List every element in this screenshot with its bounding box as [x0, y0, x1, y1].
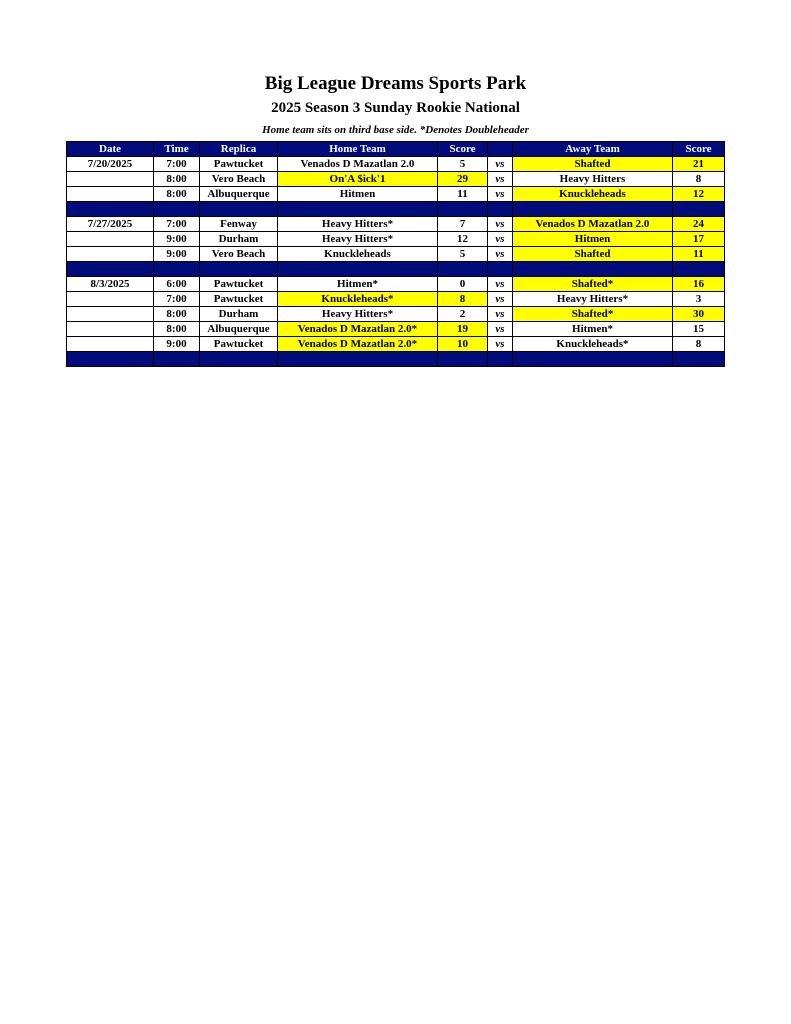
away-team: Heavy Hitters — [513, 172, 673, 187]
home-team: On'A $ick'1 — [278, 172, 438, 187]
game-replica: Vero Beach — [200, 247, 278, 262]
home-team: Venados D Mazatlan 2.0* — [278, 322, 438, 337]
home-team: Heavy Hitters* — [278, 217, 438, 232]
vs-label: vs — [488, 187, 513, 202]
away-team: Shafted* — [513, 277, 673, 292]
separator-cell — [154, 352, 200, 367]
game-replica: Pawtucket — [200, 157, 278, 172]
home-score: 11 — [438, 187, 488, 202]
away-team: Shafted — [513, 247, 673, 262]
vs-label: vs — [488, 247, 513, 262]
col-header-date: Date — [67, 142, 154, 157]
table-row — [67, 247, 725, 262]
home-score: 0 — [438, 277, 488, 292]
game-time: 8:00 — [154, 322, 200, 337]
table-row — [67, 307, 725, 322]
col-header-home-score: Score — [438, 142, 488, 157]
game-replica: Pawtucket — [200, 337, 278, 352]
separator-cell — [438, 202, 488, 217]
table-row — [67, 172, 725, 187]
vs-label: vs — [488, 217, 513, 232]
game-time: 7:00 — [154, 157, 200, 172]
away-score: 24 — [673, 217, 725, 232]
separator-cell — [488, 262, 513, 277]
game-date: 7/27/2025 — [67, 217, 154, 232]
game-date — [67, 247, 154, 262]
separator-cell — [673, 202, 725, 217]
separator-cell — [438, 262, 488, 277]
home-score: 7 — [438, 217, 488, 232]
separator-cell — [513, 202, 673, 217]
table-row — [67, 217, 725, 232]
home-team: Hitmen* — [278, 277, 438, 292]
schedule-body — [67, 157, 725, 367]
table-row — [67, 277, 725, 292]
game-time: 7:00 — [154, 292, 200, 307]
home-team: Knuckleheads — [278, 247, 438, 262]
away-team: Hitmen — [513, 232, 673, 247]
page-title: Big League Dreams Sports Park — [264, 73, 527, 94]
game-date: 7/20/2025 — [67, 157, 154, 172]
header-row — [67, 142, 725, 157]
away-score: 15 — [673, 322, 725, 337]
game-time: 8:00 — [154, 307, 200, 322]
game-replica: Durham — [200, 307, 278, 322]
col-header-home-team: Home Team — [278, 142, 438, 157]
vs-label: vs — [488, 157, 513, 172]
game-replica: Fenway — [200, 217, 278, 232]
away-team: Knuckleheads* — [513, 337, 673, 352]
game-date — [67, 292, 154, 307]
game-date — [67, 337, 154, 352]
game-replica: Pawtucket — [200, 292, 278, 307]
away-score: 30 — [673, 307, 725, 322]
away-score: 11 — [673, 247, 725, 262]
separator-cell — [154, 202, 200, 217]
away-score: 21 — [673, 157, 725, 172]
away-team: Shafted — [513, 157, 673, 172]
separator-cell — [278, 262, 438, 277]
away-team: Shafted* — [513, 307, 673, 322]
separator-cell — [513, 352, 673, 367]
col-header-replica: Replica — [200, 142, 278, 157]
game-date — [67, 172, 154, 187]
vs-label: vs — [488, 337, 513, 352]
game-date — [67, 187, 154, 202]
home-team: Heavy Hitters* — [278, 232, 438, 247]
game-replica: Pawtucket — [200, 277, 278, 292]
vs-label: vs — [488, 232, 513, 247]
vs-label: vs — [488, 277, 513, 292]
separator-cell — [154, 262, 200, 277]
separator-cell — [488, 352, 513, 367]
game-date: 8/3/2025 — [67, 277, 154, 292]
separator-cell — [67, 262, 154, 277]
home-score: 10 — [438, 337, 488, 352]
separator-cell — [488, 202, 513, 217]
col-header-away-team: Away Team — [513, 142, 673, 157]
week-separator-row — [67, 262, 725, 277]
separator-cell — [67, 202, 154, 217]
home-score: 5 — [438, 247, 488, 262]
game-replica: Albuquerque — [200, 322, 278, 337]
home-score: 5 — [438, 157, 488, 172]
schedule-table — [66, 141, 725, 367]
table-row — [67, 187, 725, 202]
col-header-away-score: Score — [673, 142, 725, 157]
separator-cell — [200, 262, 278, 277]
away-score: 17 — [673, 232, 725, 247]
game-time: 8:00 — [154, 187, 200, 202]
game-replica: Albuquerque — [200, 187, 278, 202]
game-date — [67, 322, 154, 337]
vs-label: vs — [488, 307, 513, 322]
game-time: 6:00 — [154, 277, 200, 292]
vs-label: vs — [488, 322, 513, 337]
separator-cell — [278, 352, 438, 367]
game-replica: Vero Beach — [200, 172, 278, 187]
game-date — [67, 307, 154, 322]
home-team: Knuckleheads* — [278, 292, 438, 307]
home-team: Venados D Mazatlan 2.0* — [278, 337, 438, 352]
separator-cell — [200, 352, 278, 367]
away-team: Knuckleheads — [513, 187, 673, 202]
table-row — [67, 157, 725, 172]
page-subtitle: 2025 Season 3 Sunday Rookie National — [271, 100, 520, 116]
away-score: 3 — [673, 292, 725, 307]
col-header-vs — [488, 142, 513, 157]
separator-cell — [67, 352, 154, 367]
away-score: 8 — [673, 172, 725, 187]
separator-cell — [673, 352, 725, 367]
home-score: 2 — [438, 307, 488, 322]
away-team: Heavy Hitters* — [513, 292, 673, 307]
home-team: Heavy Hitters* — [278, 307, 438, 322]
home-score: 12 — [438, 232, 488, 247]
table-row — [67, 232, 725, 247]
separator-cell — [278, 202, 438, 217]
game-date — [67, 232, 154, 247]
week-separator-row — [67, 202, 725, 217]
separator-cell — [513, 262, 673, 277]
table-row — [67, 322, 725, 337]
table-row — [67, 337, 725, 352]
game-time: 8:00 — [154, 172, 200, 187]
week-separator-row — [67, 352, 725, 367]
home-team: Hitmen — [278, 187, 438, 202]
away-team: Venados D Mazatlan 2.0 — [513, 217, 673, 232]
separator-cell — [673, 262, 725, 277]
home-score: 8 — [438, 292, 488, 307]
away-team: Hitmen* — [513, 322, 673, 337]
home-score: 19 — [438, 322, 488, 337]
away-score: 8 — [673, 337, 725, 352]
game-time: 9:00 — [154, 247, 200, 262]
game-replica: Durham — [200, 232, 278, 247]
home-team: Venados D Mazatlan 2.0 — [278, 157, 438, 172]
col-header-time: Time — [154, 142, 200, 157]
away-score: 12 — [673, 187, 725, 202]
game-time: 9:00 — [154, 232, 200, 247]
away-score: 16 — [673, 277, 725, 292]
schedule-note: Home team sits on third base side. *Denotes Doubleheader — [262, 124, 529, 136]
game-time: 9:00 — [154, 337, 200, 352]
separator-cell — [200, 202, 278, 217]
separator-cell — [438, 352, 488, 367]
vs-label: vs — [488, 292, 513, 307]
game-time: 7:00 — [154, 217, 200, 232]
vs-label: vs — [488, 172, 513, 187]
table-row — [67, 292, 725, 307]
home-score: 29 — [438, 172, 488, 187]
